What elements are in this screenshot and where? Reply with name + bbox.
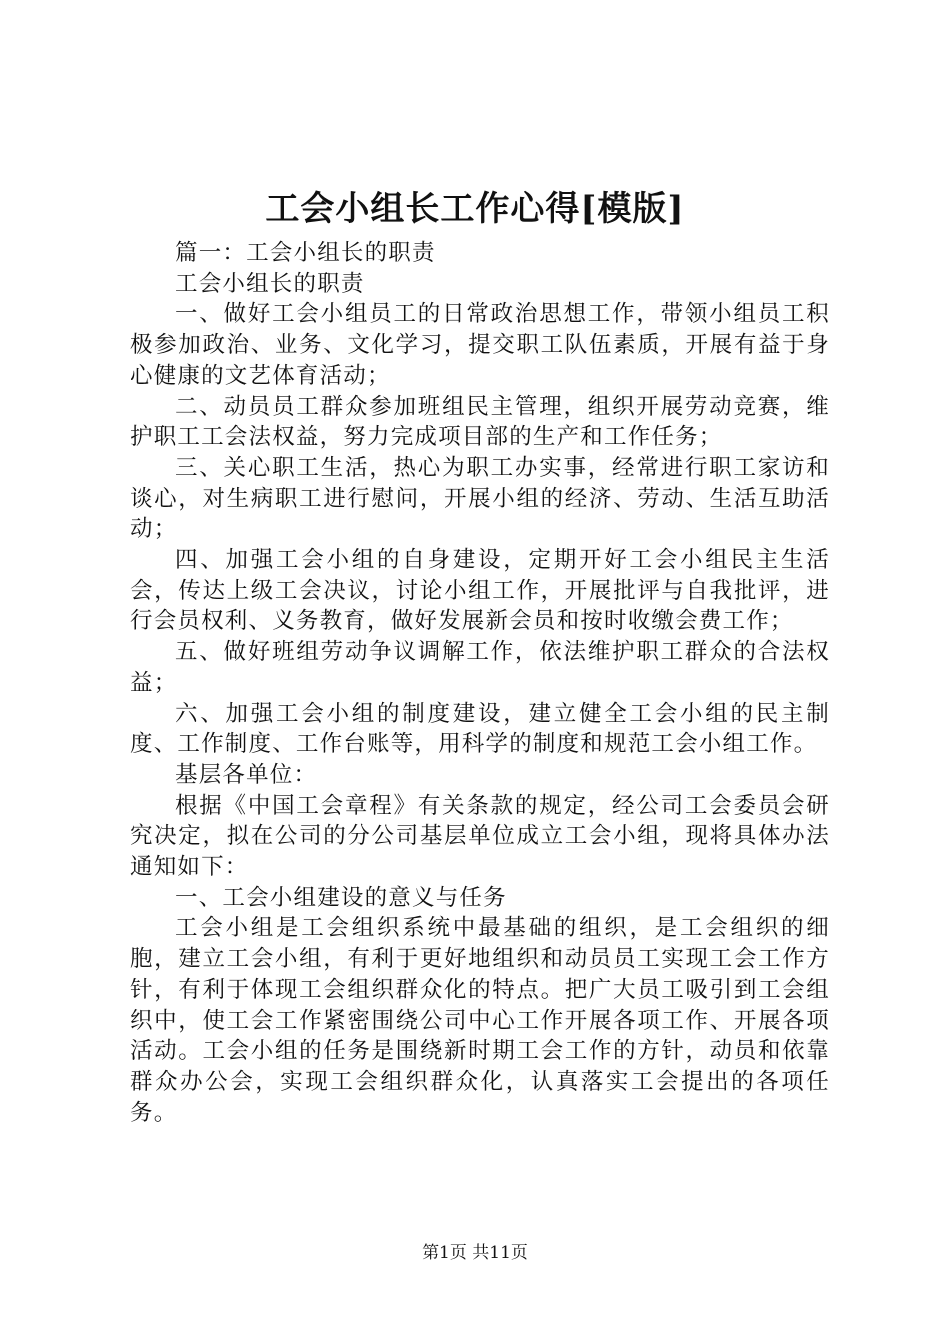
paragraph-notice-heading: 一、工会小组建设的意义与任务 (175, 884, 507, 911)
paragraph-duty-3: 三、关心职工生活，热心为职工办实事，经常进行职工家访和谈心，对生病职工进行慰问，开展小组的经济、劳动、生活互助活动； (130, 454, 830, 543)
paragraph-section-heading: 篇一：工会小组长的职责 (175, 240, 436, 266)
paragraph-notice-body: 工会小组是工会组织系统中最基础的组织，是工会组织的细胞，建立工会小组，有利于更好地组织和动员员工实现工会工作方针，有利于体现工会组织群众化的特点。把广大员工吸引到工会组织中，使工会工作紧密围绕公司中心工作开展各项工作、开展各项活动。工会小组的任务是围绕新时期工会工作的方针，动员和依靠群众办公会，实现工会组织群众化，认真落实工会提出的各项任务。 (130, 915, 830, 1126)
document-body (130, 238, 830, 1128)
paragraph-duty-1: 一、做好工会小组员工的日常政治思想工作，带领小组员工积极参加政治、业务、文化学习，提交职工队伍素质，开展有益于身心健康的文艺体育活动； (130, 301, 830, 389)
document-title: 工会小组长工作心得[模版] (265, 189, 685, 229)
paragraph-duty-2: 二、动员员工群众参加班组民主管理，组织开展劳动竞赛，维护职工工会法权益，努力完成项目部的生产和工作任务； (130, 393, 830, 451)
paragraph-subheading: 工会小组长的职责 (175, 270, 365, 297)
paragraph-duty-6: 六、加强工会小组的制度建设，建立健全工会小组的民主制度、工作制度、工作台账等，用科学的制度和规范工会小组工作。 (130, 700, 830, 758)
page-number-footer: 第1页 共11页 (422, 1243, 528, 1263)
paragraph-duty-5: 五、做好班组劳动争议调解工作，依法维护职工群众的合法权益； (130, 639, 830, 696)
paragraph-salutation: 基层各单位： (175, 761, 318, 788)
paragraph-notice-intro: 根据《中国工会章程》有关条款的规定，经公司工会委员会研究决定，拟在公司的分公司基层单位成立工会小组，现将具体办法通知如下： (130, 792, 830, 881)
paragraph-duty-4: 四、加强工会小组的自身建设，定期开好工会小组民主生活会，传达上级工会决议，讨论小组工作，开展批评与自我批评，进行会员权利、义务教育，做好发展新会员和按时收缴会费工作； (130, 547, 830, 635)
